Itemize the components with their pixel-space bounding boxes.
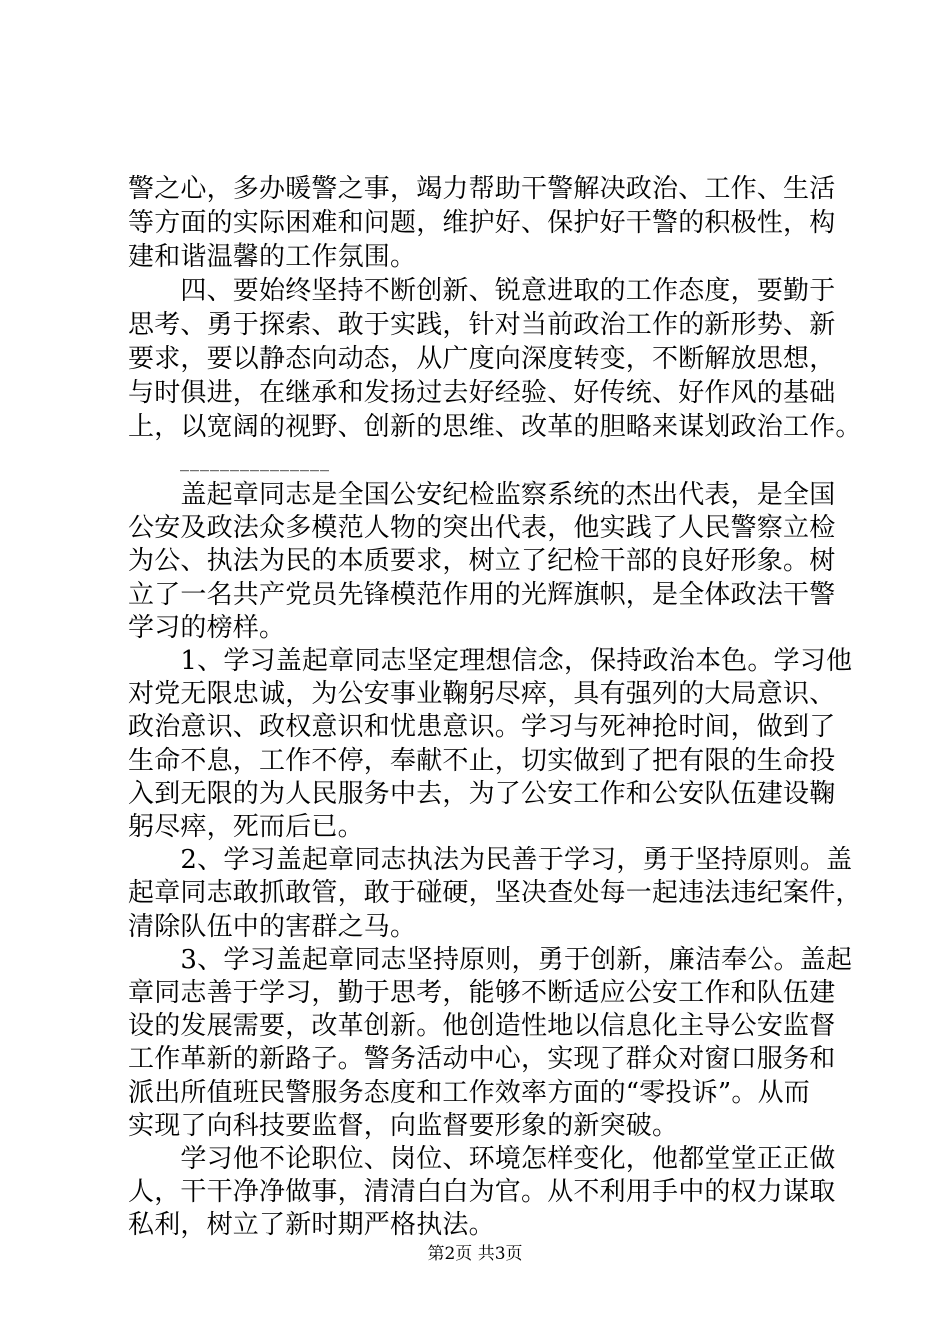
text-line: 起章同志敢抓敢管，敢于碰硬，坚决查处每一起违法违纪案件， (128, 878, 862, 908)
text-line: 设的发展需要，改革创新。他创造性地以信息化主导公安监督 (128, 1011, 836, 1041)
text-line: 等方面的实际困难和问题，维护好、保护好干警的积极性，构 (128, 208, 836, 238)
text-line: 派出所值班民警服务态度和工作效率方面的“零投诉”。从而 (128, 1078, 810, 1108)
text-line: 建和谐温馨的工作氛围。 (128, 242, 417, 272)
text-line: 立了一名共产党员先锋模范作用的光辉旗帜，是全体政法干警 (128, 580, 836, 610)
page-footer: 第2页 共3页 (427, 1244, 523, 1264)
text-line: 警之心，多办暖警之事，竭力帮助干警解决政治、工作、生活 (128, 174, 836, 204)
text-line: 私利，树立了新时期严格执法。 (128, 1210, 495, 1240)
text-line: 人，干干净净做事，清清白白为官。从不利用手中的权力谋取 (128, 1177, 836, 1207)
text-line: 2、学习盖起章同志执法为民善于学习，勇于坚持原则。盖 (128, 845, 853, 875)
text-line: 3、学习盖起章同志坚持原则，勇于创新，廉洁奉公。盖起 (128, 945, 853, 975)
text-line: 入到无限的为人民服务中去，为了公安工作和公安队伍建设鞠 (128, 779, 836, 809)
text-line: 对党无限忠诚，为公安事业鞠躬尽瘁，具有强列的大局意识、 (128, 679, 836, 709)
text-line: 工作革新的新路子。警务活动中心，实现了群众对窗口服务和 (128, 1044, 836, 1074)
text-line: 章同志善于学习，勤于思考，能够不断适应公安工作和队伍建 (128, 978, 836, 1008)
text-line: 躬尽瘁，死而后已。 (128, 812, 364, 842)
text-line: 1、学习盖起章同志坚定理想信念，保持政治本色。学习他 (128, 646, 853, 676)
text-line: 公安及政法众多模范人物的突出代表，他实践了人民警察立检 (128, 513, 836, 543)
text-line: 清除队伍中的害群之马。 (128, 912, 417, 942)
text-line: 四、要始终坚持不断创新、锐意进取的工作态度，要勤于 (128, 276, 836, 306)
text-line: 与时俱进，在继承和发扬过去好经验、好传统、好作风的基础 (128, 378, 836, 408)
text-line: 实现了向科技要监督，向监督要形象的新突破。 (128, 1111, 679, 1141)
text-line: 生命不息，工作不停，奉献不止，切实做到了把有限的生命投 (128, 746, 836, 776)
text-line: 学习他不论职位、岗位、环境怎样变化，他都堂堂正正做 (128, 1144, 836, 1174)
text-line: 思考、勇于探索、敢于实践，针对当前政治工作的新形势、新 (128, 310, 836, 340)
section-separator: _______________ (180, 451, 330, 472)
text-line: 上，以宽阔的视野、创新的思维、改革的胆略来谋划政治工作。 (128, 412, 862, 442)
text-line: 学习的榜样。 (128, 613, 286, 643)
text-line: 要求，要以静态向动态，从广度向深度转变，不断解放思想， (128, 344, 836, 374)
text-line: 为公、执法为民的本质要求，树立了纪检干部的良好形象。树 (128, 546, 836, 576)
text-line: 盖起章同志是全国公安纪检监察系统的杰出代表，是全国 (128, 480, 836, 510)
text-line: 政治意识、政权意识和忧患意识。学习与死神抢时间，做到了 (128, 712, 836, 742)
